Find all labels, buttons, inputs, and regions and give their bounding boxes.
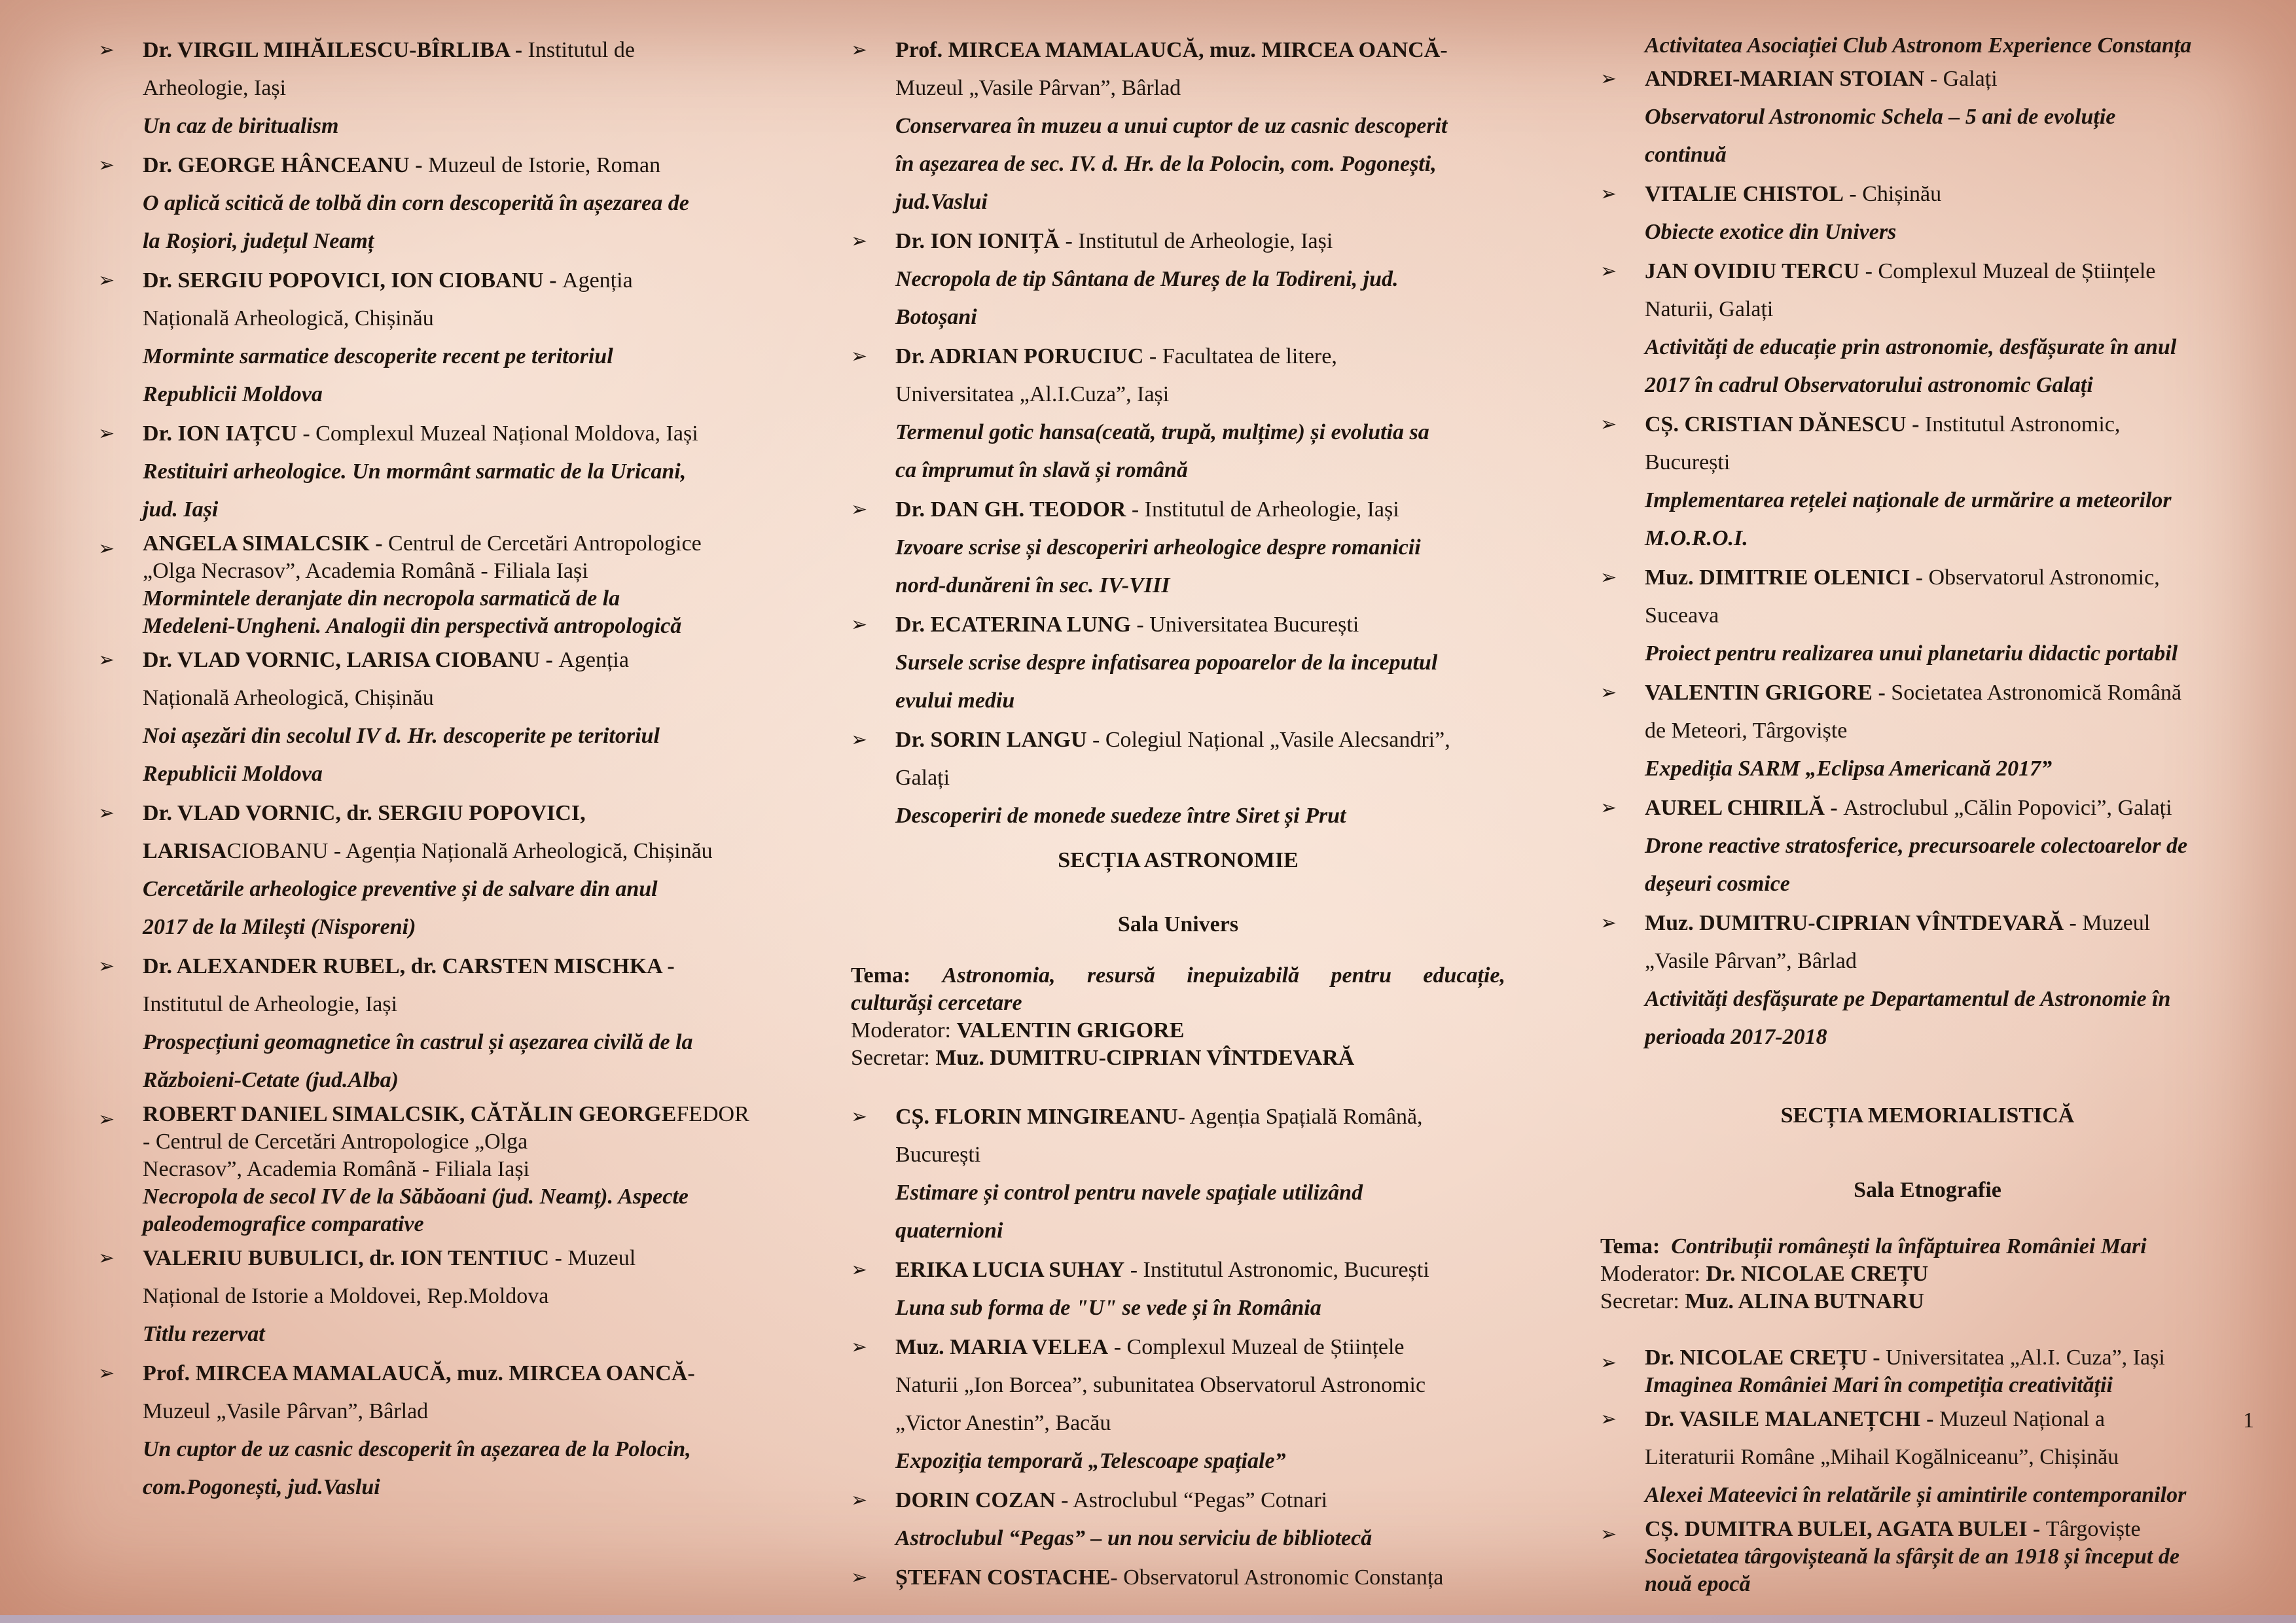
arrow-bullet-icon: ➢: [1600, 1351, 1617, 1374]
program-entry: [851, 1098, 1505, 1250]
program-entry: [1600, 559, 2255, 673]
arrow-bullet-icon: ➢: [98, 802, 115, 825]
entry-author-line: [1645, 1400, 2255, 1438]
entry-title: Estimare și control pentru navele spațiale utilizând: [895, 1181, 1363, 1205]
entry-title: jud.Vaslui: [895, 190, 988, 214]
entry-institution: Agenția: [562, 268, 633, 293]
entry-title: continuă: [1645, 143, 1727, 167]
program-entry: [98, 1355, 753, 1507]
entry-title: Izvoare scrise și descoperiri arheologice despre romanicii: [895, 535, 1421, 560]
entry-institution: - Universitatea București: [1130, 613, 1359, 637]
entry-author: VITALIE CHISTOL: [1645, 182, 1844, 206]
entry-institution: - Institutul de Arheologie, Iași: [1059, 229, 1333, 253]
entry-title: Activități desfășurate pe Departamentul de Astronomie în: [1645, 987, 2171, 1011]
arrow-bullet-icon: ➢: [98, 154, 115, 177]
entry-title: Conservarea în muzeu a unui cuptor de uz casnic descoperit: [895, 114, 1448, 138]
column-left: [98, 31, 753, 1508]
entry-institution: Centrul de Cercetări Antropologice: [388, 531, 702, 556]
program-entry: [1600, 175, 2255, 251]
entry-author: Muz. DIMITRIE OLENICI: [1645, 565, 1910, 590]
entry-author: Dr. NICOLAE CREȚU -: [1645, 1346, 1886, 1370]
entry-author-line: [895, 606, 1505, 644]
entry-author: ȘTEFAN COSTACHE: [895, 1565, 1111, 1590]
entry-title: jud. Iași: [143, 497, 219, 522]
entry-institution: Astroclubul „Călin Popovici”, Galați: [1843, 796, 2172, 820]
entry-institution: București: [1645, 450, 1731, 474]
entry-institution: Institutul de Arheologie, Iași: [143, 992, 398, 1016]
entry-author: VALERIU BUBULICI, dr. ION TENTIUC: [143, 1246, 549, 1270]
entry-author-line: [1645, 253, 2255, 291]
entry-title: Implementarea rețelei naționale de urmărire a meteorilor: [1645, 488, 2172, 512]
archaeology-entries-continued: [851, 31, 1505, 835]
entry-author: Prof. MIRCEA MAMALAUCĂ, muz. MIRCEA OANCĂ: [143, 1361, 688, 1385]
entry-author-line: [143, 530, 753, 558]
entry-institution: Universitatea „Al.I. Cuza”, Iași: [1886, 1346, 2165, 1370]
entry-title: Descoperiri de monede suedeze între Siret și Prut: [895, 804, 1346, 828]
entry-institution: „Olga Necrasov”, Academia Română - Filiala Iași: [143, 559, 588, 583]
entry-author-line: [895, 1251, 1505, 1289]
entry-institution: Institutul Astronomic,: [1924, 412, 2121, 437]
entry-title: Astroclubul “Pegas” – un nou serviciu de bibliotecă: [895, 1526, 1372, 1550]
entry-institution: - Observatorul Astronomic Constanța: [1110, 1565, 1444, 1590]
entry-title: paleodemografice comparative: [143, 1212, 424, 1236]
entry-institution: - Galați: [1924, 67, 1998, 91]
program-entry: [851, 1482, 1505, 1558]
entry-institution: - Chișinău: [1843, 182, 1942, 206]
arrow-bullet-icon: ➢: [1600, 183, 1617, 205]
arrow-bullet-icon: ➢: [851, 498, 868, 521]
program-entry: [1600, 674, 2255, 788]
entry-title: Luna sub forma de "U" se vede și în România: [895, 1296, 1321, 1320]
secretar-line: Secretar: Muz. ALINA BUTNARU: [1600, 1289, 1924, 1313]
program-entry: [851, 1559, 1505, 1597]
entry-title: Un cuptor de uz casnic descoperit în așezarea de la Polocin,: [143, 1437, 691, 1461]
entry-institution: - Institutul Astronomic, București: [1124, 1258, 1429, 1282]
program-entry: [851, 31, 1505, 221]
entry-title: Războieni-Cetate (jud.Alba): [143, 1068, 399, 1092]
astronomy-session-info: [851, 962, 1505, 1072]
arrow-bullet-icon: ➢: [98, 1247, 115, 1270]
program-entry: [98, 1240, 753, 1353]
bottom-edge-strip: [0, 1615, 2296, 1623]
entry-institution: Literaturii Române „Mihail Kogălniceanu”, Chișinău: [1645, 1445, 2119, 1469]
entry-author-line: [895, 1098, 1505, 1136]
column-middle: [851, 31, 1505, 1598]
entry-author: Dr. ION IAȚCU: [143, 421, 297, 446]
entry-author-line: [143, 1355, 753, 1431]
arrow-bullet-icon: ➢: [98, 1108, 115, 1131]
entry-title: Activități de educație prin astronomie, desfășurate în anul: [1645, 335, 2177, 359]
entry-title: Mormintele deranjate din necropola sarmatică de la: [143, 586, 620, 611]
entry-author-line: [143, 262, 753, 300]
program-entry: [1600, 406, 2255, 558]
entry-author-line: [895, 1559, 1505, 1597]
entry-author-line: [143, 948, 753, 1024]
entry-institution: de Meteori, Târgoviște: [1645, 719, 1848, 743]
tema-value: Astronomia, resursă inepuizabilă pentru educație,: [942, 963, 1505, 988]
moderator-line: Moderator: Dr. NICOLAE CREȚU: [1600, 1262, 1929, 1286]
entry-author: Dr. ION IONIȚĂ: [895, 229, 1060, 253]
entry-title: perioada 2017-2018: [1645, 1025, 1827, 1049]
entry-institution: - Agenția Spațială Română,: [1177, 1105, 1423, 1129]
entry-title: nord-dunăreni în sec. IV-VIII: [895, 573, 1170, 597]
entry-title: Un caz de biritualism: [143, 114, 339, 138]
entry-author: Muz. DUMITRU-CIPRIAN VÎNTDEVARĂ: [1645, 911, 2064, 935]
entry-author: Dr. SERGIU POPOVICI, ION CIOBANU -: [143, 268, 563, 293]
entry-institution: Necrasov”, Academia Română - Filiala Iași: [143, 1157, 529, 1181]
arrow-bullet-icon: ➢: [98, 269, 115, 292]
entry-author: ANGELA SIMALCSIK -: [143, 531, 389, 556]
tema-label: Tema:: [1600, 1234, 1660, 1258]
tema-label: Tema:: [851, 963, 911, 988]
memorialistica-session-info: [1600, 1233, 2255, 1315]
entry-author: Prof. MIRCEA MAMALAUCĂ, muz. MIRCEA OANCĂ: [895, 38, 1441, 62]
astronomy-entries: [851, 1098, 1505, 1597]
entry-institution: - Muzeul: [549, 1246, 636, 1270]
entry-author: CȘ. DUMITRA BULEI, AGATA BULEI -: [1645, 1517, 2046, 1541]
entry-institution: Muzeul de Istorie, Roman: [428, 153, 661, 177]
column-right: [1600, 31, 2255, 1599]
entry-title: Termenul gotic hansa(ceată, trupă, mulțime) și evolutia sa: [895, 420, 1429, 444]
arrow-bullet-icon: ➢: [851, 1258, 868, 1281]
moderator-name: Dr. NICOLAE CREȚU: [1706, 1262, 1929, 1286]
arrow-bullet-icon: ➢: [98, 39, 115, 62]
program-entry: [98, 415, 753, 529]
entry-author-line: [895, 31, 1505, 107]
entry-title: Noi așezări din secolul IV d. Hr. descoperite pe teritoriul: [143, 724, 660, 748]
arrow-bullet-icon: ➢: [98, 955, 115, 978]
program-entry: [851, 606, 1505, 720]
moderator-name: VALENTIN GRIGORE: [956, 1018, 1185, 1043]
tema-line: [851, 962, 1505, 990]
entry-author-line: [1645, 1344, 2255, 1372]
entry-institution: Suceava: [1645, 603, 1719, 628]
entry-author-line: [1645, 904, 2255, 942]
entry-institution: Institutul de: [528, 38, 635, 62]
entry-author-line: [143, 1101, 753, 1156]
entry-author: ANDREI-MARIAN STOIAN: [1645, 67, 1925, 91]
entry-institution: FEDOR - Centrul de Cercetări Antropologice „Olga: [143, 1102, 749, 1154]
entry-institution: - Muzeul: [2064, 911, 2151, 935]
entry-institution: Galați: [895, 766, 950, 790]
entry-title: Republicii Moldova: [143, 382, 323, 406]
program-entry: [98, 948, 753, 1099]
entry-title: M.O.R.O.I.: [1645, 526, 1748, 550]
moderator-line: Moderator: VALENTIN GRIGORE: [851, 1018, 1185, 1043]
program-entry: [1600, 904, 2255, 1056]
entry-title: deșeuri cosmice: [1645, 872, 1790, 896]
entry-author: Dr. GEORGE HÂNCEANU -: [143, 153, 429, 177]
entry-author-line: [1645, 789, 2255, 827]
entry-author-line: [895, 1482, 1505, 1520]
entry-author: DORIN COZAN: [895, 1488, 1056, 1512]
arrow-bullet-icon: ➢: [851, 345, 868, 368]
entry-title: Alexei Mateevici în relatările și amintirile contemporanilor: [1645, 1483, 2187, 1507]
program-entry: [1600, 253, 2255, 404]
entry-institution: - Muzeul „Vasile Pârvan”, Bârlad: [143, 1361, 695, 1423]
arrow-bullet-icon: ➢: [851, 613, 868, 636]
entry-title: nouă epocă: [1645, 1572, 1751, 1596]
secretar-name: Muz. DUMITRU-CIPRIAN VÎNTDEVARĂ: [935, 1046, 1355, 1070]
entry-author-line: [143, 31, 753, 69]
entry-institution: Universitatea „Al.I.Cuza”, Iași: [895, 382, 1170, 406]
entry-author: ERIKA LUCIA SUHAY: [895, 1258, 1125, 1282]
program-entry: [98, 147, 753, 260]
entry-title: la Roșiori, județul Neamț: [143, 229, 374, 253]
entry-author: Dr. SORIN LANGU: [895, 728, 1087, 752]
program-entry: [851, 338, 1505, 490]
entry-author-line: [143, 641, 753, 679]
entry-institution: Naturii, Galați: [1645, 297, 1774, 321]
entry-title: Titlu rezervat: [143, 1322, 265, 1346]
entry-title: Activitatea Asociației Club Astronom Experience Constanța: [1645, 33, 2192, 58]
program-entry: [98, 1101, 753, 1238]
entry-author-line: [143, 1240, 753, 1277]
arrow-bullet-icon: ➢: [851, 1336, 868, 1359]
entry-author: Dr. ECATERINA LUNG: [895, 613, 1131, 637]
entry-institution: - Observatorul Astronomic,: [1910, 565, 2160, 590]
entry-title: Necropola de tip Sântana de Mureș de la Todireni, jud.: [895, 267, 1399, 291]
entry-title: Cercetările arheologice preventive și de salvare din anul: [143, 877, 658, 901]
arrow-bullet-icon: ➢: [851, 728, 868, 751]
arrow-bullet-icon: ➢: [98, 422, 115, 445]
entry-title: Expediția SARM „Eclipsa Americană 2017”: [1645, 757, 2053, 781]
arrow-bullet-icon: ➢: [1600, 566, 1617, 589]
entry-institution: Națională Arheologică, Chișinău: [143, 306, 434, 330]
entry-author-line: [1645, 60, 2255, 98]
arrow-bullet-icon: ➢: [1600, 796, 1617, 819]
entry-institution: Târgoviște: [2045, 1517, 2141, 1541]
entry-title: evului mediu: [895, 688, 1015, 713]
room-heading-univers: Sala Univers: [1117, 912, 1239, 936]
entry-institution: - Institutul de Arheologie, Iași: [1126, 497, 1399, 522]
program-entry: [98, 262, 753, 414]
entry-title: Imaginea României Mari în competiția creativității: [1645, 1373, 2113, 1397]
entry-institution: - Astroclubul “Pegas” Cotnari: [1055, 1488, 1328, 1512]
entry-author-line: [143, 147, 753, 185]
tema-line-2: culturăși cercetare: [851, 991, 1022, 1015]
arrow-bullet-icon: ➢: [98, 537, 115, 560]
secretar-name: Muz. ALINA BUTNARU: [1685, 1289, 1924, 1313]
entry-institution: Societatea Astronomică Română: [1891, 681, 2182, 705]
program-entry: [851, 721, 1505, 835]
entry-title: Restituiri arheologice. Un mormânt sarmatic de la Uricani,: [143, 459, 687, 484]
section-heading-astronomy: SECȚIA ASTRONOMIE: [1058, 848, 1299, 872]
entry-author-line: [895, 223, 1505, 260]
entry-title: Observatorul Astronomic Schela – 5 ani de evoluție: [1645, 105, 2116, 129]
entry-title: Obiecte exotice din Univers: [1645, 220, 1897, 244]
program-entry: [851, 1329, 1505, 1480]
entry-institution: - Muzeul „Vasile Pârvan”, Bârlad: [895, 38, 1448, 100]
entry-author-line: [143, 415, 753, 453]
entry-title: în așezarea de sec. IV. d. Hr. de la Polocin, com. Pogonești,: [895, 152, 1437, 176]
arrow-bullet-icon: ➢: [851, 1105, 868, 1128]
entry-author: Dr. VIRGIL MIHĂILESCU-BÎRLIBA -: [143, 38, 528, 62]
entry-institution: Națională Arheologică, Chișinău: [143, 686, 434, 710]
entry-author: CȘ. FLORIN MINGIREANU: [895, 1105, 1178, 1129]
secretar-line: Secretar: Muz. DUMITRU-CIPRIAN VÎNTDEVARĂ: [851, 1046, 1355, 1070]
astronomy-entries-continued: [1600, 60, 2255, 1056]
entry-author-line: [1645, 406, 2255, 444]
program-entry: [98, 530, 753, 640]
entry-institution: Național de Istorie a Moldovei, Rep.Moldova: [143, 1284, 549, 1308]
entry-author: AUREL CHIRILĂ -: [1645, 796, 1844, 820]
entry-author: ROBERT DANIEL SIMALCSIK, CĂTĂLIN GEORGE: [143, 1102, 677, 1126]
arrow-bullet-icon: ➢: [1600, 67, 1617, 90]
program-entry: [98, 31, 753, 145]
arrow-bullet-icon: ➢: [851, 1489, 868, 1512]
program-entry: [851, 223, 1505, 336]
arrow-bullet-icon: ➢: [1600, 413, 1617, 436]
entry-author: CȘ. CRISTIAN DĂNESCU -: [1645, 412, 1925, 437]
program-entry: [851, 1251, 1505, 1327]
arrow-bullet-icon: ➢: [98, 1362, 115, 1385]
entry-institution: Agenția: [558, 648, 629, 672]
entry-institution: CIOBANU - Agenția Națională Arheologică, Chișinău: [226, 839, 713, 863]
entry-institution: Naturii „Ion Borcea”, subunitatea Observatorul Astronomic: [895, 1373, 1426, 1397]
arrow-bullet-icon: ➢: [851, 39, 868, 62]
entry-title: Sursele scrise despre infatisarea popoarelor de la inceputul: [895, 651, 1438, 675]
entry-author-line: [1645, 175, 2255, 213]
arrow-bullet-icon: ➢: [1600, 1408, 1617, 1431]
entry-author-line: [895, 338, 1505, 376]
entry-title: ca împrumut în slavă și română: [895, 458, 1188, 482]
entry-title: Morminte sarmatice descoperite recent pe teritoriul: [143, 344, 613, 368]
program-entry: [1600, 1344, 2255, 1399]
entry-institution: „Vasile Pârvan”, Bârlad: [1645, 949, 1857, 973]
page-number: 1: [2243, 1408, 2254, 1433]
entry-author: Dr. VLAD VORNIC, LARISA CIOBANU -: [143, 648, 559, 672]
entry-institution: - Colegiul Național „Vasile Alecsandri”,: [1086, 728, 1450, 752]
entry-title: Expoziția temporară „Telescoape spațiale”: [895, 1449, 1286, 1473]
memorialistica-entries: [1600, 1344, 2255, 1598]
entry-institution: - Complexul Muzeal Național Moldova, Iași: [296, 421, 698, 446]
arrow-bullet-icon: ➢: [851, 230, 868, 253]
entry-author: Dr. ALEXANDER RUBEL, dr. CARSTEN MISCHKA -: [143, 954, 675, 978]
entry-title: O aplică scitică de tolbă din corn descoperită în așezarea de: [143, 191, 689, 215]
arrow-bullet-icon: ➢: [98, 649, 115, 671]
program-entry: [98, 794, 753, 946]
entry-author: Dr. DAN GH. TEODOR: [895, 497, 1126, 522]
arrow-bullet-icon: ➢: [1600, 681, 1617, 704]
entry-author: JAN OVIDIU TERCU: [1645, 259, 1860, 283]
entry-title: 2017 în cadrul Observatorului astronomic Galați: [1645, 373, 2093, 397]
program-entry: [851, 491, 1505, 605]
arrow-bullet-icon: ➢: [1600, 260, 1617, 283]
program-entry: [1600, 1516, 2255, 1598]
entry-title: Medeleni-Ungheni. Analogii din perspectivă antropologică: [143, 614, 682, 638]
entry-author: VALENTIN GRIGORE -: [1645, 681, 1892, 705]
program-entry: [1600, 789, 2255, 903]
entry-author: Dr. VASILE MALANEȚCHI -: [1645, 1407, 1939, 1431]
program-entry: [1600, 60, 2255, 174]
entry-title: Botoșani: [895, 305, 977, 329]
entry-author-line: [895, 721, 1505, 759]
entry-title: Republicii Moldova: [143, 762, 323, 786]
entry-author-line: [1645, 1516, 2255, 1543]
entry-author: Dr. ADRIAN PORUCIUC: [895, 344, 1144, 368]
arrow-bullet-icon: ➢: [851, 1566, 868, 1589]
entry-title: Necropola de secol IV de la Săbăoani (jud. Neamț). Aspecte: [143, 1185, 689, 1209]
section-heading-memorialistica: SECȚIA MEMORIALISTICĂ: [1780, 1103, 2075, 1128]
entry-author-line: [895, 1329, 1505, 1366]
entry-author-line: [143, 794, 753, 870]
entry-title: quaternioni: [895, 1219, 1003, 1243]
entry-institution: - Complexul Muzeal de Științele: [1108, 1335, 1405, 1359]
entry-author: Dr. VLAD VORNIC, dr. SERGIU POPOVICI, LARISA: [143, 801, 586, 863]
entry-title: Drone reactive stratosferice, precursoarele colectoarelor de: [1645, 834, 2188, 858]
entry-institution: - Complexul Muzeal de Științele: [1859, 259, 2156, 283]
entry-title: Proiect pentru realizarea unui planetariu didactic portabil: [1645, 641, 2178, 666]
entry-institution: „Victor Anestin”, Bacău: [895, 1411, 1111, 1435]
entry-author: Muz. MARIA VELEA: [895, 1335, 1109, 1359]
entry-author-line: [895, 491, 1505, 529]
entry-title: 2017 de la Milești (Nisporeni): [143, 915, 416, 939]
entry-author-line: [1645, 674, 2255, 712]
arrow-bullet-icon: ➢: [1600, 1523, 1617, 1546]
entry-title: Prospecțiuni geomagnetice în castrul și așezarea civilă de la: [143, 1030, 693, 1054]
entry-title: com.Pogonești, jud.Vaslui: [143, 1475, 380, 1499]
tema-value: Contribuții românești la înfăptuirea României Mari: [1671, 1234, 2147, 1258]
entry-institution: Muzeul Național a: [1939, 1407, 2105, 1431]
entry-institution: Arheologie, Iași: [143, 76, 287, 100]
room-heading-etnografie: Sala Etnografie: [1854, 1178, 2001, 1202]
entry-institution: București: [895, 1143, 981, 1167]
entry-author-line: [1645, 559, 2255, 597]
program-entry: [98, 641, 753, 793]
arrow-bullet-icon: ➢: [1600, 912, 1617, 935]
program-entry: [1600, 1400, 2255, 1514]
tema-line: [1600, 1233, 2255, 1260]
entry-title: Societatea târgovișteană la sfârșit de an 1918 și început de: [1645, 1544, 2179, 1569]
entry-institution: - Facultatea de litere,: [1143, 344, 1337, 368]
